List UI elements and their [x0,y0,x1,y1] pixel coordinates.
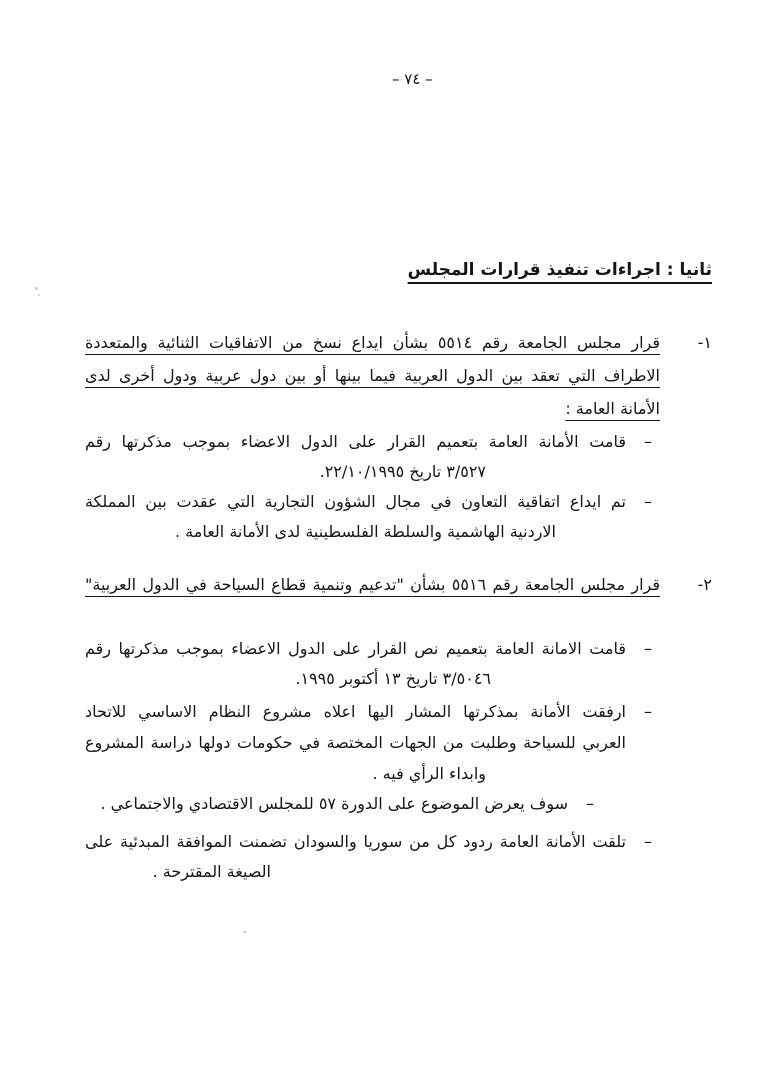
dash-marker: – [644,432,652,451]
item-2-bullet-1-text [85,634,626,694]
item-1-bullet-2-line-1: تم ايداع اتفاقية التعاون في مجال الشؤون التجارية التي عقدت بين المملكة [85,492,626,511]
item-2-bullet-1-line-2: ٣/٥٠٤٦ تاريخ ١٣ أكتوبر ١٩٩٥. [295,669,491,688]
item-2-bullet-4 [85,827,652,887]
dash-marker: – [644,702,652,721]
item-2-bullet-2-line-1: ارفقت الأمانة بمذكرتها المشار اليها اعلاه مشروع النظام الاساسي للاتحاد [85,702,626,721]
item-2-title-line-1: قرار مجلس الجامعة رقم ٥٥١٦ بشأن "تدعيم وتنمية قطاع السياحة في الدول العربية" [85,575,660,594]
item-2-bullet-2-line-2: العربي للسياحة وطلبت من الجهات المختصة في حكومات دولها دراسة المشروع [85,733,626,752]
item-1-bullet-1-text [85,427,626,487]
dash-marker: – [644,492,652,511]
item-2-bullet-2 [85,696,652,789]
item-1-bullet-1 [85,427,652,487]
item-1-title-line-2: الاطراف التي تعقد بين الدول العربية فيما بينها أو بين دول عربية ودول أخرى لدى [85,366,660,385]
item-1-bullet-1-line-2: ٣/٥٢٧ تاريخ ٢٢/١٠/١٩٩٥. [319,462,486,481]
item-2 [85,568,712,601]
item-2-bullet-4-line-2: الصيغة المقترحة . [152,862,271,881]
page-number: – ٧٤ – [392,70,433,88]
item-2-bullet-4-line-1: تلقت الأمانة العامة ردود كل من سوريا والسودان تضمنت الموافقة المبدئية على [85,832,626,851]
item-2-bullet-3-line-1: سوف يعرض الموضوع على الدورة ٥٧ للمجلس الاقتصادي والاجتماعي . [100,794,568,813]
item-1 [85,326,712,425]
item-2-title [85,568,660,601]
item-2-bullet-4-text [85,827,626,887]
item-2-number: ٢- [697,575,712,594]
dash-marker: – [586,794,594,813]
scan-artifact [38,294,40,296]
item-1-bullet-1-line-1: قامت الأمانة العامة بتعميم القرار على الدول الاعضاء بموجب مذكرتها رقم [85,432,626,451]
item-1-number: ١- [697,333,712,352]
item-1-title-line-1: قرار مجلس الجامعة رقم ٥٥١٤ بشأن ايداع نسخ من الاتفاقيات الثنائية والمتعددة [85,333,661,352]
item-2-bullet-2-line-3: وابداء الرأي فيه . [372,764,486,783]
item-1-bullet-2 [85,487,652,547]
item-2-bullet-2-text [85,696,626,789]
scan-artifact [243,931,246,933]
dash-marker: – [644,639,652,658]
item-1-title [85,326,660,425]
item-2-bullet-3-text [85,789,568,819]
scan-artifact [35,287,38,290]
section-heading: ثانيا : اجراءات تنفيذ قرارات المجلس [407,260,712,280]
dash-marker: – [644,832,652,851]
item-1-title-line-3: الأمانة العامة : [565,399,660,418]
item-1-bullet-2-line-2: الاردنية الهاشمية والسلطة الفلسطينية لدى الأمانة العامة . [175,522,556,541]
item-1-bullet-2-text [85,487,626,547]
item-2-bullet-1 [85,634,652,694]
item-2-bullet-3 [85,789,594,819]
item-2-bullet-1-line-1: قامت الامانة العامة بتعميم نص القرار على الدول الاعضاء بموجب مذكرتها رقم [85,639,626,658]
